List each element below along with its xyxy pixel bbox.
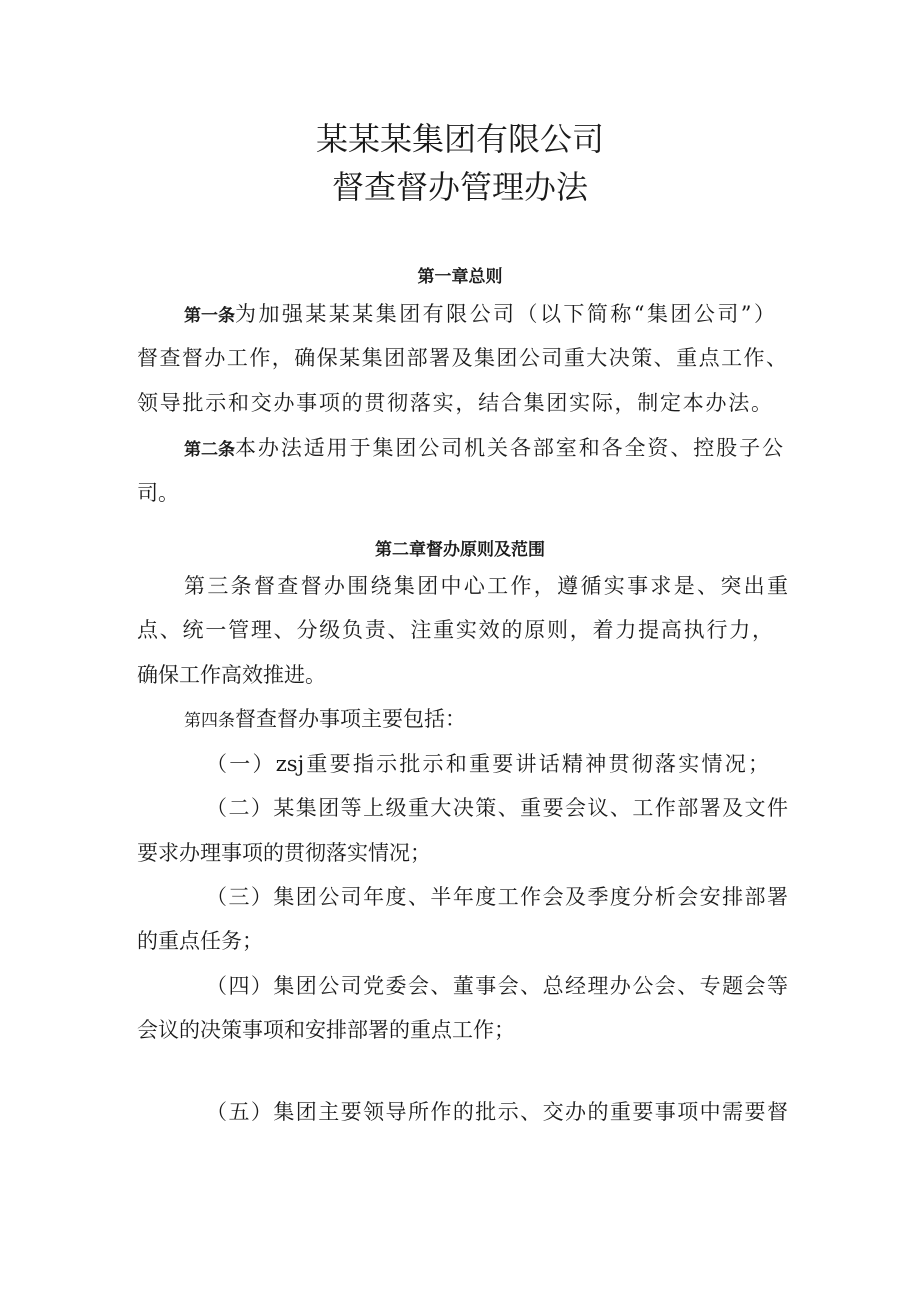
article1-lead: 第一条 bbox=[184, 306, 235, 326]
article1-line1: 第一条为加强某某某集团有限公司（以下简称“集团公司”） bbox=[184, 302, 775, 326]
article3-line2: 点、统一管理、分级负责、注重实效的原则，着力提高执行力， bbox=[137, 618, 773, 642]
article4-item3-line2: 的重点任务； bbox=[137, 929, 263, 953]
article4-item2-line1: （二）某集团等上级重大决策、重要会议、工作部署及文件 bbox=[206, 796, 788, 820]
chapter-heading-2: 第二章督办原则及范围 bbox=[375, 540, 545, 560]
article4-item2-line2: 要求办理事项的贯彻落实情况； bbox=[137, 841, 431, 865]
article4-item1-line1: （一）zsj重要指示批示和重要讲话精神贯彻落实情况； bbox=[206, 752, 769, 776]
article2-line2: 司。 bbox=[137, 481, 179, 505]
article2-lead: 第二条 bbox=[184, 440, 235, 460]
article4-item4-line1: （四）集团公司党委会、董事会、总经理办公会、专题会等 bbox=[206, 974, 788, 998]
chapter-heading-1: 第一章总则 bbox=[417, 267, 503, 287]
article4-lead: 第四条 bbox=[184, 711, 235, 731]
document-title-line1: 某某某集团有限公司 bbox=[315, 120, 604, 158]
article4-line1: 第四条督查督办事项主要包括： bbox=[184, 707, 466, 731]
article2-line1: 第二条本办法适用于集团公司机关各部室和各全资、控股子公 bbox=[184, 436, 783, 460]
article3-line1: 第三条督查督办围绕集团中心工作，遵循实事求是、突出重 bbox=[184, 574, 788, 598]
article3-line3: 确保工作高效推进。 bbox=[137, 663, 326, 687]
article4-item3-line1: （三）集团公司年度、半年度工作会及季度分析会安排部署 bbox=[206, 885, 788, 909]
document-title-line2: 督查督办管理办法 bbox=[331, 168, 588, 206]
article1-line3: 领导批示和交办事项的贯彻落实，结合集团实际，制定本办法。 bbox=[137, 391, 772, 415]
article4-item5-line1: （五）集团主要领导所作的批示、交办的重要事项中需要督 bbox=[206, 1100, 788, 1124]
article4-item4-line2: 会议的决策事项和安排部署的重点工作； bbox=[137, 1018, 515, 1042]
article1-line2: 督查督办工作，确保某集团部署及集团公司重大决策、重点工作、 bbox=[137, 346, 787, 370]
